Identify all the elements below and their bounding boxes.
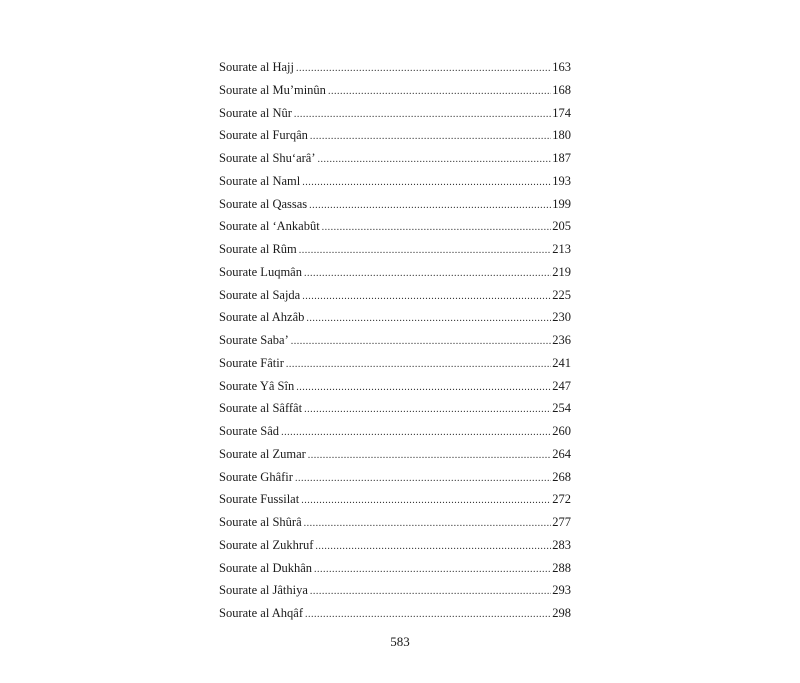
toc-entry-naml [219, 170, 571, 193]
dot-leader [314, 559, 551, 582]
toc-entry-page: 241 [552, 355, 571, 370]
toc-entry-title: Sourate al Sajda [219, 287, 301, 302]
dot-leader [315, 536, 551, 559]
dot-leader [318, 149, 552, 172]
toc-entry-title: Sourate al Shûrâ [219, 515, 302, 529]
toc-entry-title: Sourate al ‘Ankabût [219, 219, 320, 234]
toc-entry-ankabut [219, 215, 571, 238]
toc-entry-title: Sourate al Naml [219, 173, 301, 188]
toc-entry-page: 293 [552, 583, 571, 598]
table-of-contents [219, 56, 571, 625]
toc-entry-title: Sourate al Ahqâf [219, 606, 304, 620]
toc-entry-title: Sourate al Rûm [219, 242, 297, 256]
toc-entry-page: 268 [552, 469, 571, 484]
dot-leader [296, 58, 551, 81]
toc-entry-page: 219 [552, 264, 571, 279]
dot-leader [310, 126, 551, 149]
toc-entry-title: Sourate al Zumar [219, 446, 306, 461]
dot-leader [304, 263, 551, 286]
dot-leader [286, 354, 551, 377]
toc-entry-fatir [219, 352, 571, 375]
toc-entry-ya-sin [219, 375, 571, 398]
toc-entry-title: Sourate al Mu’minûn [219, 82, 326, 97]
toc-entry-dukhan [219, 557, 571, 580]
toc-entry-page: 272 [552, 492, 571, 507]
toc-entry-page: 225 [552, 287, 571, 302]
toc-entry-title: Sourate Luqmân [219, 264, 302, 279]
toc-entry-rum [219, 238, 571, 261]
dot-leader [301, 490, 551, 513]
toc-entry-qassas [219, 193, 571, 216]
toc-entry-ahqaf [219, 602, 571, 625]
toc-entry-page: 163 [552, 60, 571, 74]
toc-entry-shuara [219, 147, 571, 170]
toc-entry-page: 288 [552, 560, 571, 575]
toc-entry-title: Sourate al Sâffât [219, 401, 303, 416]
toc-entry-sajda [219, 284, 571, 307]
dot-leader [281, 422, 551, 445]
toc-entry-zumar [219, 443, 571, 466]
toc-entry-page: 283 [552, 537, 571, 552]
toc-entry-page: 230 [552, 310, 571, 325]
page-number: 583 [390, 634, 410, 649]
toc-entry-ghafir [219, 466, 571, 489]
dot-leader [294, 104, 551, 127]
toc-entry-saba [219, 329, 571, 352]
toc-entry-title: Sourate Ghâfir [219, 469, 293, 484]
toc-entry-page: 277 [552, 515, 571, 529]
toc-entry-page: 168 [552, 82, 571, 97]
toc-entry-page: 213 [552, 242, 571, 256]
toc-entry-sad [219, 420, 571, 443]
toc-entry-page: 174 [552, 105, 571, 120]
toc-entry-title: Sourate al Ahzâb [219, 310, 305, 325]
dot-leader [296, 377, 551, 400]
toc-entry-title: Sourate al Nûr [219, 105, 292, 120]
toc-entry-title: Sourate Sâd [219, 424, 280, 438]
dot-leader [291, 331, 551, 354]
toc-entry-furqan [219, 124, 571, 147]
toc-entry-ahzab [219, 306, 571, 329]
toc-entry-hajj [219, 56, 571, 79]
toc-entry-page: 193 [552, 173, 571, 188]
toc-entry-muminun [219, 79, 571, 102]
dot-leader [328, 81, 551, 104]
toc-entry-title: Sourate Fâtir [219, 355, 284, 370]
dot-leader [322, 217, 552, 240]
toc-entry-page: 264 [552, 446, 571, 461]
dot-leader [302, 286, 551, 309]
toc-entry-page: 199 [552, 196, 571, 211]
dot-leader [308, 445, 551, 468]
dot-leader [306, 308, 551, 331]
toc-entry-title: Sourate al Qassas [219, 196, 308, 211]
toc-entry-page: 205 [552, 219, 571, 234]
toc-entry-title: Sourate Saba’ [219, 333, 289, 347]
toc-entry-luqman [219, 261, 571, 284]
toc-entry-zukhruf [219, 534, 571, 557]
toc-entry-saffat [219, 397, 571, 420]
toc-entry-title: Sourate al Shu‘arâ’ [219, 151, 316, 165]
toc-entry-shura [219, 511, 571, 534]
dot-leader [304, 513, 552, 536]
toc-entry-jathiya [219, 579, 571, 602]
toc-entry-title: Sourate al Furqân [219, 128, 308, 143]
dot-leader [304, 399, 551, 422]
dot-leader [299, 240, 551, 263]
toc-entry-title: Sourate Yâ Sîn [219, 378, 295, 393]
toc-entry-page: 254 [552, 401, 571, 416]
toc-entry-title: Sourate Fussilat [219, 492, 300, 507]
toc-entry-nur [219, 102, 571, 125]
dot-leader [305, 604, 551, 627]
toc-entry-title: Sourate al Dukhân [219, 560, 313, 575]
dot-leader [309, 195, 551, 218]
toc-entry-title: Sourate al Jâthiya [219, 583, 308, 598]
dot-leader [302, 172, 551, 195]
toc-entry-page: 187 [552, 151, 571, 165]
toc-entry-page: 298 [552, 606, 571, 620]
toc-entry-page: 180 [552, 128, 571, 143]
toc-entry-title: Sourate al Zukhruf [219, 537, 314, 552]
toc-entry-title: Sourate al Hajj [219, 60, 294, 74]
toc-entry-fussilat [219, 488, 571, 511]
dot-leader [310, 581, 551, 604]
toc-entry-page: 247 [552, 378, 571, 393]
toc-entry-page: 260 [552, 424, 571, 438]
toc-entry-page: 236 [552, 333, 571, 347]
dot-leader [295, 468, 551, 491]
